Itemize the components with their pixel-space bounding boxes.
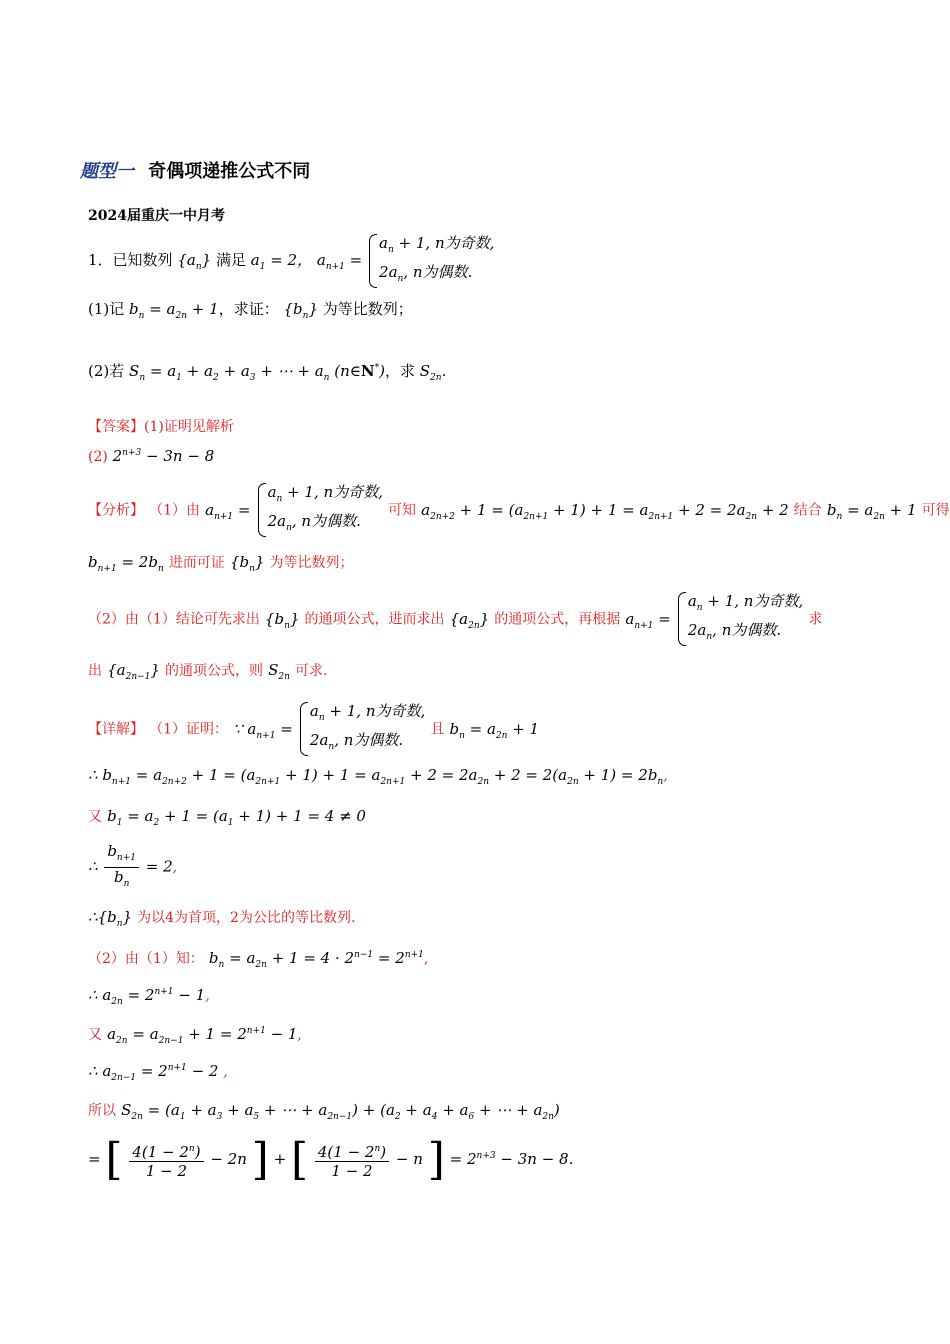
detail-line-4: ∴ $\frac{b_{n+1}}{b_n}$ = 2, <box>88 842 178 889</box>
analysis-line-1: 【分析】 （1）由 $a_{n+1}$ = $a_n + 1$, n为奇数, $2a_n$, n为偶数. 可知 $a_{2n+2} + 1 = (a_{2n+1} + 1) + 1 = a_{2n+1} + 2 = 2a_{2n} + 2$ 结合 $b_n = a_{2n} + 1$ 可得 <box>88 481 950 539</box>
section-title <box>80 157 310 183</box>
answer-line-2: (2) $2^{n+3} - 3n - 8$ <box>88 447 215 465</box>
analysis-line-3: （2）由（1）结论可先求出 $\{b_n\}$ 的通项公式，进而求出 $\{a_{2n}\}$ 的通项公式，再根据 $a_{n+1}$ = $a_n + 1$, n为奇数, $2a_n$, n为偶数. 求 <box>88 590 822 648</box>
detail-line-5: $\therefore\{b_n\}$ 为以4为首项，2为公比的等比数列. <box>88 908 356 929</box>
problem-source: 2024届重庆一中月考 <box>88 208 225 224</box>
piecewise-definition: $a_n + 1$, n为奇数, $2a_n$, n为偶数. <box>367 232 494 290</box>
detail-line-10: 所以 $S_{2n} = (a_1 + a_3 + a_5$ + ⋯ + $a_{2n-1}) + (a_2 + a_4 + a_6$ + ⋯ + $a_{2n}$) <box>88 1101 560 1122</box>
detail-line-11: = [ $\frac{4(1 - 2^n)}{1 - 2}$ − 2n ] + [ $\frac{4(1 - 2^n)}{1 - 2}$ − n ] = $2^{n+3} - 3n - 8$. <box>88 1134 574 1185</box>
detail-line-1: 【详解】 （1）证明： ∵ $a_{n+1}$ = $a_n + 1$, n为奇数, $2a_n$, n为偶数. 且 $b_n = a_{2n} + 1$ <box>88 700 539 758</box>
problem-part-1: (1)记 $b_n = a_{2n} + 1$，求证： $\{b_n\}$ 为等比数列； <box>88 300 413 321</box>
problem-part-2: (2)若 $S_n = a_1 + a_2 + a_3$ + ⋯ + $a_n$ (n∈N*)，求 $S_{2n}$. <box>88 362 447 383</box>
detail-line-7: ∴ $a_{2n} = 2^{n+1} - 1$, <box>88 986 210 1007</box>
detail-line-6: （2）由（1）知： $b_n = a_{2n} + 1 = 4 \cdot 2^{n-1} = 2^{n+1}$, <box>88 949 429 970</box>
answer-line-1: 【答案】(1)证明见解析 <box>88 419 234 435</box>
detail-line-3: 又 $b_1 = a_2 + 1 = (a_1 + 1) + 1 = 4 \ne 0$ <box>88 807 366 828</box>
section-heading: 奇偶项递推公式不同 <box>148 161 311 182</box>
problem-line-1: 1．已知数列 $\{a_n\}$ 满足 $a_1 = 2$， $a_{n+1}$ = $a_n + 1$, n为奇数, $2a_n$, n为偶数. <box>88 232 494 290</box>
analysis-line-4: 出 $\{a_{2n-1}\}$ 的通项公式，则 $S_{2n}$ 可求. <box>88 661 328 682</box>
detail-line-8: 又 $a_{2n} = a_{2n-1} + 1 = 2^{n+1} - 1$, <box>88 1025 302 1046</box>
detail-line-9: ∴ $a_{2n-1} = 2^{n+1} - 2$ , <box>88 1062 228 1083</box>
section-tag: 题型一 <box>80 161 134 182</box>
detail-line-2: ∴ $b_{n+1} = a_{2n+2} + 1 = (a_{2n+1} + 1) + 1 = a_{2n+1} + 2 = 2a_{2n} + 2 = 2(a_{2n} + 1) = 2b_n$, <box>88 766 668 787</box>
analysis-line-2: $b_{n+1} = 2b_n$ 进而可证 $\{b_n\}$ 为等比数列； <box>88 553 354 574</box>
